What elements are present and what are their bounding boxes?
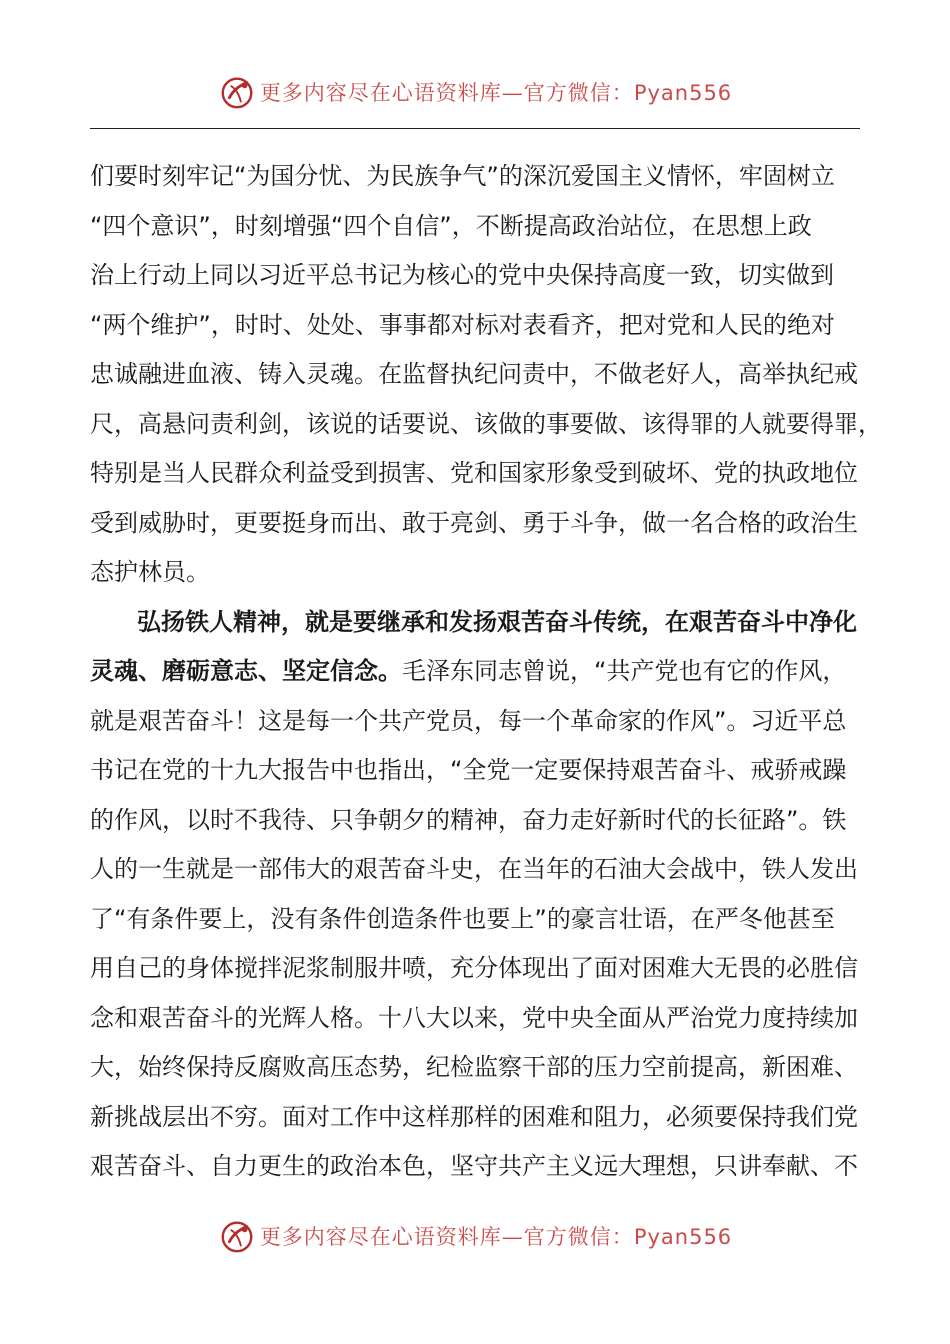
text-line: 艰苦奋斗、自力更生的政治本色，坚守共产主义远大理想，只讲奉献、不 <box>90 1152 858 1180</box>
text-line: 书记在党的十九大报告中也指出，“全党一定要保持艰苦奋斗、戒骄戒躁 <box>90 756 847 784</box>
text-line: 了“有条件要上，没有条件创造条件也要上”的豪言壮语，在严冬他甚至 <box>90 904 835 933</box>
text-span: 毛泽东同志曾说，“共产党也有它的作风， <box>402 657 847 685</box>
logo-icon <box>218 73 256 111</box>
footer-banner-text: 更多内容尽在心语资料库—官方微信：Pyan556 <box>259 1225 733 1249</box>
header-banner-text: 更多内容尽在心语资料库—官方微信：Pyan556 <box>259 81 733 105</box>
text-line: 们要时刻牢记“为国分忧、为民族争气”的深沉爱国主义情怀，牢固树立 <box>90 162 835 190</box>
wechat-id: Pyan556 <box>633 81 733 105</box>
text-line <box>90 647 860 697</box>
header-divider <box>90 128 860 129</box>
text-line: 忠诚融进血液、铸入灵魂。在监督执纪问责中，不做老好人，高举执纪戒 <box>90 360 858 388</box>
text-line: 尺，高悬问责利剑，该说的话要说、该做的事要做、该得罪的人就要得罪， <box>90 409 882 438</box>
header-banner <box>0 70 950 114</box>
text-line: 特别是当人民群众利益受到损害、党和国家形象受到破坏、党的执政地位 <box>90 459 858 487</box>
text-line: 念和艰苦奋斗的光辉人格。十八大以来，党中央全面从严治党力度持续加 <box>90 1003 858 1032</box>
bold-lead-line: 弘扬铁人精神，就是要继承和发扬艰苦奋斗传统，在艰苦奋斗中净化 <box>137 607 857 636</box>
footer-banner <box>0 1214 950 1258</box>
text-line: 用自己的身体搅拌泥浆制服井喷，充分体现出了面对困难大无畏的必胜信 <box>90 954 858 982</box>
text-line: 人的一生就是一部伟大的艰苦奋斗史，在当年的石油大会战中，铁人发出 <box>90 855 858 883</box>
wechat-id: Pyan556 <box>633 1225 733 1249</box>
document-body <box>90 152 882 1192</box>
text-line: 治上行动上同以习近平总书记为核心的党中央保持高度一致，切实做到 <box>90 261 834 289</box>
text-line: 的作风，以时不我待、只争朝夕的精神，奋力走好新时代的长征路”。铁 <box>90 805 847 834</box>
text-line: 态护林员。 <box>90 558 210 586</box>
bold-lead-text: 灵魂、磨砺意志、坚定信念。 <box>90 657 402 685</box>
text-line: 受到威胁时，更要挺身而出、敢于亮剑、勇于斗争，做一名合格的政治生 <box>90 508 858 537</box>
text-line: “四个意识”，时刻增强“四个自信”，不断提高政治站位，在思想上政 <box>90 211 812 240</box>
text-line: “两个维护”，时时、处处、事事都对标对表看齐，把对党和人民的绝对 <box>90 310 835 339</box>
logo-icon <box>218 1217 256 1255</box>
text-line: 大，始终保持反腐败高压态势，纪检监察干部的压力空前提高，新困难、 <box>90 1053 858 1081</box>
text-line: 新挑战层出不穷。面对工作中这样那样的困难和阻力，必须要保持我们党 <box>90 1102 858 1131</box>
text-line: 就是艰苦奋斗！这是每一个共产党员，每一个革命家的作风”。习近平总 <box>90 706 847 735</box>
